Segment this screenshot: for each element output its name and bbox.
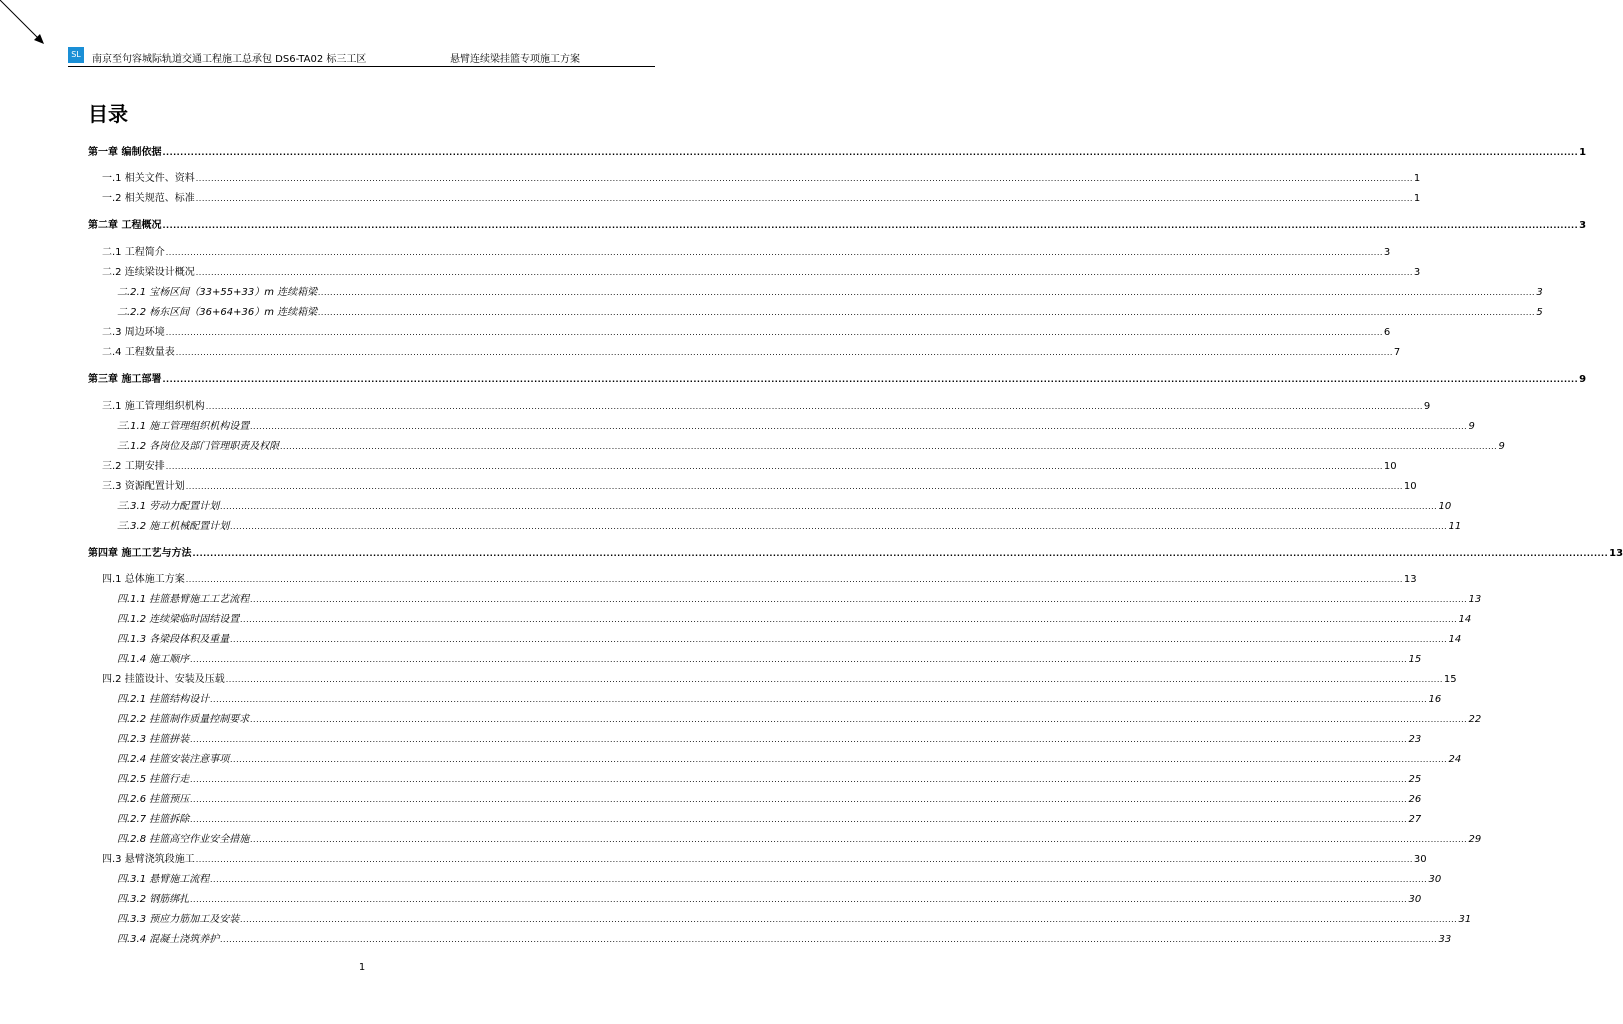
toc-leader-dots: ................................................................................................................................................................................................................................................................................................................................................................................................................ [165,328,1383,337]
toc-leader-dots: ................................................................................................................................................................................................................................................................................................................................................................................................................ [250,835,1468,844]
toc-entry-page: 3 [1383,247,1391,258]
toc-entry[interactable] [117,497,1452,512]
toc-entry-label: 四.2.3 挂篮拼装 [117,734,190,745]
toc-entry-label: 四.1.1 挂篮悬臂施工工艺流程 [117,594,250,605]
toc-entry[interactable] [88,370,1587,385]
toc-entry-label: 三.3 资源配置计划 [102,481,185,492]
toc-entry-page: 33 [1438,934,1452,945]
toc-entry-page: 13 [1403,574,1417,585]
toc-leader-dots: ................................................................................................................................................................................................................................................................................................................................................................................................................ [165,462,1383,471]
toc-entry[interactable] [102,670,1457,685]
toc-entry-page: 9 [1468,421,1475,432]
toc-entry-label: 四.2.5 挂篮行走 [117,774,190,785]
toc-leader-dots: ................................................................................................................................................................................................................................................................................................................................................................................................................ [190,735,1408,744]
toc-leader-dots: ................................................................................................................................................................................................................................................................................................................................................................................................................ [318,308,1536,317]
toc-entry[interactable] [102,850,1427,865]
toc-leader-dots: ................................................................................................................................................................................................................................................................................................................................................................................................................ [175,348,1393,357]
toc-entry[interactable] [117,930,1452,945]
toc-entry[interactable] [117,303,1543,318]
toc-entry[interactable] [117,437,1505,452]
toc-entry-page: 25 [1408,774,1422,785]
toc-leader-dots: ................................................................................................................................................................................................................................................................................................................................................................................................................ [250,715,1468,724]
toc-entry-page: 14 [1448,634,1462,645]
toc-entry[interactable] [102,343,1401,358]
toc-entry-page: 10 [1383,461,1397,472]
toc-entry-page: 30 [1413,854,1427,865]
toc-entry[interactable] [117,283,1543,298]
toc-entry-label: 四.2.4 挂篮安装注意事项 [117,754,230,765]
toc-title: 目录 [88,102,128,126]
toc-entry[interactable] [117,610,1472,625]
toc-leader-dots: ................................................................................................................................................................................................................................................................................................................................................................................................................ [240,915,1458,924]
toc-entry-page: 13 [1468,594,1482,605]
toc-leader-dots: ................................................................................................................................................................................................................................................................................................................................................................................................................ [185,575,1403,584]
toc-entry-label: 二.2 连续梁设计概况 [102,267,195,278]
toc-entry-label: 三.1.2 各岗位及部门管理职责及权限 [117,441,280,452]
toc-entry-page: 1 [1413,173,1421,184]
toc-leader-dots: ................................................................................................................................................................................................................................................................................................................................................................................................................ [230,635,1448,644]
toc-entry-label: 四.2.1 挂篮结构设计 [117,694,210,705]
corner-arrow-icon [0,0,50,50]
toc-entry[interactable] [117,417,1475,432]
toc-entry-page: 14 [1458,614,1472,625]
toc-entry-page: 30 [1408,894,1422,905]
toc-leader-dots: ................................................................................................................................................................................................................................................................................................................................................................................................................ [162,375,1579,384]
toc-entry[interactable] [117,730,1422,745]
toc-leader-dots: ................................................................................................................................................................................................................................................................................................................................................................................................................ [195,268,1413,277]
toc-entry[interactable] [117,790,1422,805]
toc-entry[interactable] [102,457,1397,472]
toc-leader-dots: ................................................................................................................................................................................................................................................................................................................................................................................................................ [230,755,1448,764]
page-number: 1 [358,962,366,973]
toc-entry-page: 16 [1428,694,1442,705]
toc-entry-label: 第一章 编制依据 [88,147,162,158]
toc-leader-dots: ................................................................................................................................................................................................................................................................................................................................................................................................................ [240,615,1458,624]
toc-leader-dots: ................................................................................................................................................................................................................................................................................................................................................................................................................ [220,502,1438,511]
toc-entry-label: 二.1 工程简介 [102,247,165,258]
toc-entry-label: 一.1 相关文件、资料 [102,173,195,184]
toc-leader-dots: ................................................................................................................................................................................................................................................................................................................................................................................................................ [195,855,1413,864]
toc-entry[interactable] [102,477,1417,492]
toc-entry[interactable] [117,630,1462,645]
toc-leader-dots: ................................................................................................................................................................................................................................................................................................................................................................................................................ [165,248,1383,257]
toc-entry-page: 10 [1403,481,1417,492]
toc-leader-dots: ................................................................................................................................................................................................................................................................................................................................................................................................................ [192,549,1609,558]
toc-entry-page: 11 [1448,521,1462,532]
toc-entry-label: 第四章 施工工艺与方法 [88,548,192,559]
toc-entry-page: 27 [1408,814,1422,825]
toc-entry-label: 四.1.3 各梁段体积及重量 [117,634,230,645]
toc-leader-dots: ................................................................................................................................................................................................................................................................................................................................................................................................................ [230,522,1448,531]
toc-leader-dots: ................................................................................................................................................................................................................................................................................................................................................................................................................ [190,895,1408,904]
toc-entry-page: 9 [1579,374,1587,385]
toc-leader-dots: ................................................................................................................................................................................................................................................................................................................................................................................................................ [195,174,1413,183]
toc-entry[interactable] [117,830,1482,845]
toc-entry[interactable] [117,870,1442,885]
toc-entry-label: 四.2.8 挂篮高空作业安全措施 [117,834,250,845]
toc-entry-page: 5 [1536,307,1543,318]
toc-entry[interactable] [88,544,1623,559]
toc-leader-dots: ................................................................................................................................................................................................................................................................................................................................................................................................................ [250,422,1468,431]
toc-entry-page: 3 [1579,220,1587,231]
toc-entry-label: 四.1.2 连续梁临时固结设置 [117,614,240,625]
toc-entry-page: 6 [1383,327,1391,338]
toc-entry[interactable] [102,189,1421,204]
toc-entry-label: 四.1 总体施工方案 [102,574,185,585]
toc-entry-label: 四.2.7 挂篮拆除 [117,814,190,825]
toc-entry[interactable] [117,650,1422,665]
toc-leader-dots: ................................................................................................................................................................................................................................................................................................................................................................................................................ [195,194,1413,203]
toc-leader-dots: ................................................................................................................................................................................................................................................................................................................................................................................................................ [162,148,1579,157]
toc-entry[interactable] [117,710,1482,725]
toc-entry-label: 第三章 施工部署 [88,374,162,385]
toc-leader-dots: ................................................................................................................................................................................................................................................................................................................................................................................................................ [210,695,1428,704]
toc-leader-dots: ................................................................................................................................................................................................................................................................................................................................................................................................................ [162,221,1579,230]
toc-entry[interactable] [117,750,1462,765]
toc-entry-page: 9 [1498,441,1505,452]
header-project-title: 南京至句容城际轨道交通工程施工总承包 DS6-TA02 标三工区 [92,54,367,65]
toc-entry-label: 四.2.2 挂篮制作质量控制要求 [117,714,250,725]
toc-entry-label: 三.2 工期安排 [102,461,165,472]
toc-entry[interactable] [117,690,1442,705]
toc-entry-page: 3 [1536,287,1543,298]
toc-entry[interactable] [117,770,1422,785]
company-logo-icon: SL [68,47,84,63]
toc-leader-dots: ................................................................................................................................................................................................................................................................................................................................................................................................................ [190,775,1408,784]
toc-leader-dots: ................................................................................................................................................................................................................................................................................................................................................................................................................ [250,595,1468,604]
toc-leader-dots: ................................................................................................................................................................................................................................................................................................................................................................................................................ [318,288,1536,297]
toc-entry-page: 24 [1448,754,1462,765]
toc-entry-label: 第二章 工程概况 [88,220,162,231]
toc-leader-dots: ................................................................................................................................................................................................................................................................................................................................................................................................................ [190,655,1408,664]
toc-entry[interactable] [117,517,1462,532]
toc-entry-page: 26 [1408,794,1422,805]
toc-entry[interactable] [88,216,1587,231]
toc-entry-label: 四.3.1 悬臂施工流程 [117,874,210,885]
toc-leader-dots: ................................................................................................................................................................................................................................................................................................................................................................................................................ [225,675,1443,684]
toc-leader-dots: ................................................................................................................................................................................................................................................................................................................................................................................................................ [185,482,1403,491]
toc-entry[interactable] [117,810,1422,825]
toc-entry-label: 四.2 挂篮设计、安装及压载 [102,674,225,685]
toc-entry-label: 二.2.2 杨东区间（36+64+36）m 连续箱梁 [117,307,318,318]
toc-entry-label: 四.3.3 预应力筋加工及安装 [117,914,240,925]
toc-entry-label: 四.3.4 混凝土浇筑养护 [117,934,220,945]
toc-leader-dots: ................................................................................................................................................................................................................................................................................................................................................................................................................ [280,442,1498,451]
toc-entry[interactable] [102,323,1391,338]
toc-entry[interactable] [117,910,1472,925]
toc-entry-page: 23 [1408,734,1422,745]
toc-entry-label: 四.1.4 施工顺序 [117,654,190,665]
toc-leader-dots: ................................................................................................................................................................................................................................................................................................................................................................................................................ [190,795,1408,804]
toc-entry[interactable] [117,590,1482,605]
toc-entry-label: 二.4 工程数量表 [102,347,175,358]
toc-entry-label: 三.1 施工管理组织机构 [102,401,205,412]
toc-entry-page: 9 [1423,401,1431,412]
toc-entry-label: 四.3 悬臂浇筑段施工 [102,854,195,865]
toc-entry-label: 一.2 相关规范、标准 [102,193,195,204]
toc-entry-label: 三.3.2 施工机械配置计划 [117,521,230,532]
toc-entry[interactable] [102,169,1421,184]
header-document-title: 悬臂连续梁挂篮专项施工方案 [450,54,580,65]
toc-leader-dots: ................................................................................................................................................................................................................................................................................................................................................................................................................ [210,875,1428,884]
toc-entry[interactable] [102,243,1391,258]
toc-entry-label: 三.3.1 劳动力配置计划 [117,501,220,512]
toc-entry-label: 四.3.2 钢筋绑扎 [117,894,190,905]
toc-entry-label: 二.2.1 宝杨区间（33+55+33）m 连续箱梁 [117,287,318,298]
toc-entry-page: 31 [1458,914,1472,925]
toc-leader-dots: ................................................................................................................................................................................................................................................................................................................................................................................................................ [220,935,1438,944]
toc-entry-label: 四.2.6 挂篮预压 [117,794,190,805]
toc-entry[interactable] [88,143,1587,158]
toc-entry-label: 三.1.1 施工管理组织机构设置 [117,421,250,432]
toc-entry-page: 3 [1413,267,1421,278]
toc-entry-page: 22 [1468,714,1482,725]
toc-entry[interactable] [102,570,1417,585]
toc-entry[interactable] [102,263,1421,278]
toc-entry-page: 7 [1393,347,1401,358]
toc-entry-page: 1 [1413,193,1421,204]
toc-entry-page: 15 [1443,674,1457,685]
toc-entry-page: 1 [1579,147,1587,158]
toc-leader-dots: ................................................................................................................................................................................................................................................................................................................................................................................................................ [190,815,1408,824]
toc-entry-page: 30 [1428,874,1442,885]
toc-entry-page: 29 [1468,834,1482,845]
toc-entry[interactable] [102,397,1431,412]
toc-entry-label: 二.3 周边环境 [102,327,165,338]
page-header [68,47,655,67]
toc-entry-page: 13 [1609,548,1623,559]
toc-leader-dots: ................................................................................................................................................................................................................................................................................................................................................................................................................ [205,402,1423,411]
toc-entry[interactable] [117,890,1422,905]
toc-entry-page: 10 [1438,501,1452,512]
toc-entry-page: 15 [1408,654,1422,665]
